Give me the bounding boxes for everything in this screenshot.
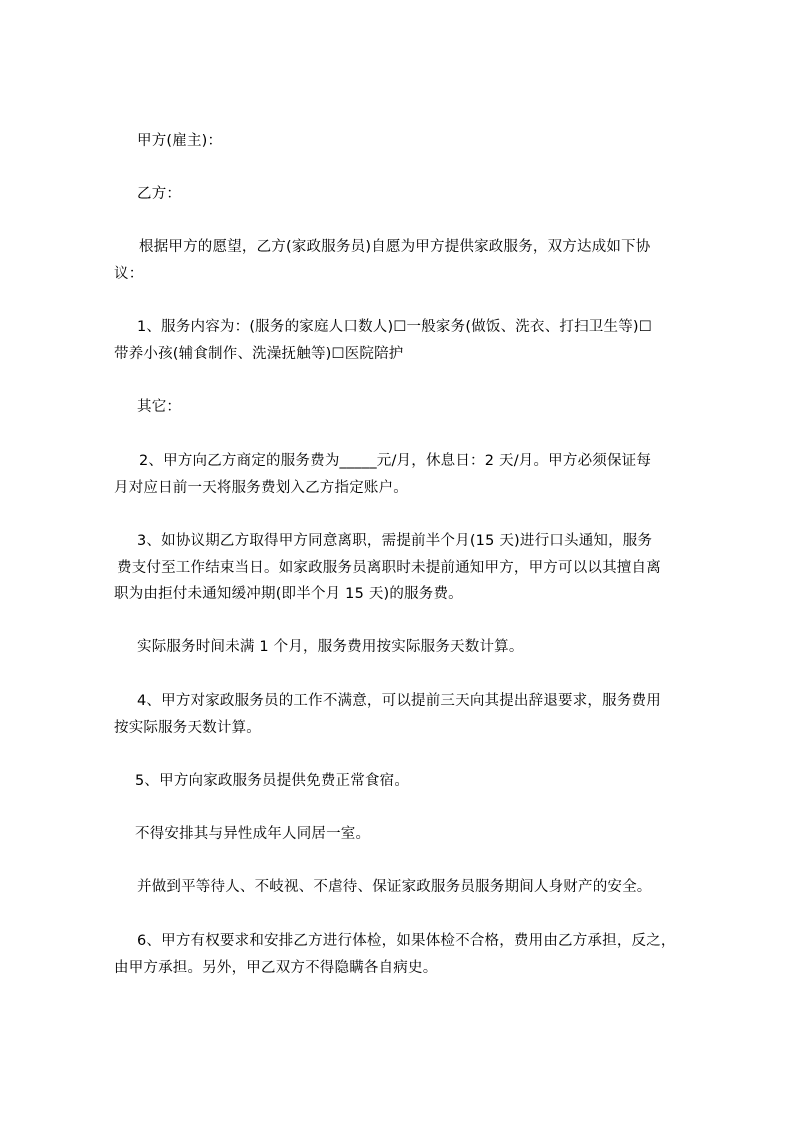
clause-3-line-3: 职为由拒付未通知缓冲期(即半个月 15 天)的服务费。 [114, 586, 463, 602]
preamble-line-2: 议： [114, 266, 144, 282]
clause-2-line-1: 2、甲方向乙方商定的服务费为_____元/月，休息日：2 天/月。甲方必须保证每 [139, 453, 652, 469]
party-a-label: 甲方(雇主)： [137, 133, 223, 149]
clause-1-line-1: 1、服务内容为：(服务的家庭人口数人)☐一般家务(做饭、洗衣、打扫卫生等)☐ [137, 319, 652, 335]
clause-6-line-1: 6、甲方有权要求和安排乙方进行体检，如果体检不合格，费用由乙方承担，反之， [137, 933, 676, 949]
clause-2-line-2: 月对应日前一天将服务费划入乙方指定账户。 [114, 480, 408, 496]
party-b-label: 乙方： [137, 186, 182, 202]
clause-4-line-1: 4、甲方对家政服务员的工作不满意，可以提前三天向其提出辞退要求，服务费用 [137, 693, 661, 709]
clause-3-note: 实际服务时间未满 1 个月，服务费用按实际服务天数计算。 [137, 639, 524, 655]
clause-5-line-2: 不得安排其与异性成年人同居一室。 [135, 826, 371, 842]
clause-3-line-2: 费支付至工作结束当日。如家政服务员离职时未提前通知甲方，甲方可以以其擅自离 [117, 560, 661, 576]
clause-5-line-1: 5、甲方向家政服务员提供免费正常食宿。 [135, 773, 410, 789]
clause-other: 其它： [137, 399, 182, 415]
clause-4-line-2: 按实际服务天数计算。 [114, 720, 261, 736]
clause-6-line-2: 由甲方承担。另外，甲乙双方不得隐瞒各自病史。 [114, 960, 438, 976]
clause-5-line-3: 并做到平等待人、不岐视、不虐待、保证家政服务员服务期间人身财产的安全。 [137, 879, 652, 895]
clause-1-line-2: 带养小孩(辅食制作、洗澡抚触等)☐医院陪护 [114, 346, 404, 362]
clause-3-line-1: 3、如协议期乙方取得甲方同意离职，需提前半个月(15 天)进行口头通知，服务 [137, 533, 653, 549]
preamble-line-1: 根据甲方的愿望，乙方(家政服务员)自愿为甲方提供家政服务，双方达成如下协 [139, 239, 651, 255]
